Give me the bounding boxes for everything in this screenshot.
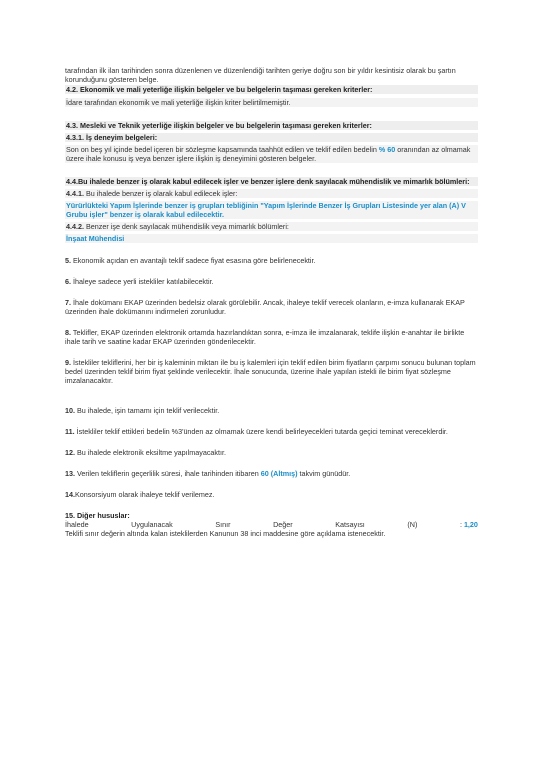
- section-4-4-1-label: 4.4.1. Bu ihalede benzer iş olarak kabul edilecek işler:: [65, 189, 478, 198]
- item-9: 9. İstekliler tekliflerini, her bir iş kaleminin miktarı ile bu iş kalemleri için teklif edilen birim fiyatların çarpımı sonucu bulunan toplam bedel üzerinden teklif birim fiyat şeklinde verilecektir. İhale sonucunda, üzerine ihale yapılan istekli ile birim fiyat sözleşme imzalanacaktır.: [65, 358, 476, 385]
- document-content: [65, 66, 478, 538]
- item-15-coefficient-row: İhalede Uygulanacak Sınır Değer Katsayısı (N) : 1,20: [65, 520, 478, 529]
- section-4-4-2-value: İnşaat Mühendisi: [65, 234, 478, 243]
- item-11: 11. İstekliler teklif ettikleri bedelin %3'ünden az olmamak üzere kendi belirleyecekleri tutarda geçici teminat vereceklerdir.: [65, 427, 448, 436]
- section-4-2-text: İdare tarafından ekonomik ve mali yeterliğe ilişkin kriter belirtilmemiştir.: [65, 98, 478, 107]
- section-4-3-1-heading: 4.3.1. İş deneyim belgeleri:: [65, 133, 478, 142]
- item-7: 7. İhale dokümanı EKAP üzerinden bedelsiz olarak görülebilir. Ancak, ihaleye teklif verecek olanların, e-imza kullanarak EKAP üzerinden ihale dokümanını indirmeleri zorunludur.: [65, 298, 465, 316]
- item-12: 12. Bu ihalede elektronik eksiltme yapılmayacaktır.: [65, 448, 227, 457]
- item-5: 5. Ekonomik açıdan en avantajlı teklif sadece fiyat esasına göre belirlenecektir.: [65, 256, 316, 265]
- section-4-4-heading: 4.4.Bu ihalede benzer iş olarak kabul edilecek işler ve benzer işlere denk sayılacak mühendislik ve mimarlık bölümleri:: [65, 177, 478, 186]
- item-15-text: Teklifi sınır değerin altında kalan isteklilerden Kanunun 38 inci maddesine göre açıklama istenecektir.: [65, 529, 386, 538]
- section-4-3-heading: 4.3. Mesleki ve Teknik yeterliğe ilişkin belgeler ve bu belgelerin taşıması gereken kriterler:: [65, 121, 478, 130]
- item-6: 6. İhaleye sadece yerli istekliler katılabilecektir.: [65, 277, 214, 286]
- section-4-4-1-value: Yürürlükteki Yapım İşlerinde benzer iş grupları tebliğinin "Yapım İşlerinde Benzer İş Grupları Listesinde yer alan (A) V Grubu işler" benzer iş olarak kabul edilecektir.: [65, 201, 478, 219]
- section-4-3-1-text: Son on beş yıl içinde bedel içeren bir sözleşme kapsamında taahhüt edilen ve teklif edilen bedelin % 60 oranından az olmamak üzere ihale konusu iş veya benzer işlere ilişkin iş deneyimini gösteren belgeler.: [65, 145, 478, 163]
- percentage-value: % 60: [378, 145, 396, 154]
- item-8: 8. Teklifler, EKAP üzerinden elektronik ortamda hazırlandıktan sonra, e-imza ile imzalanarak, teklife ilişkin e-anahtar ile birlikte ihale tarih ve saatine kadar EKAP üzerinden gönderilecektir.: [65, 328, 465, 346]
- item-10: 10. Bu ihalede, işin tamamı için teklif verilecektir.: [65, 406, 220, 415]
- section-4-2-heading: 4.2. Ekonomik ve mali yeterliğe ilişkin belgeler ve bu belgelerin taşıması gereken kriterler:: [65, 85, 478, 94]
- coefficient-value: : 1,20: [459, 520, 478, 529]
- item-13: 13. Verilen tekliflerin geçerlilik süresi, ihale tarihinden itibaren 60 (Altmış) takvim günüdür.: [65, 469, 351, 478]
- item-14: 14.Konsorsiyum olarak ihaleye teklif verilemez.: [65, 490, 215, 499]
- validity-period-value: 60 (Altmış): [260, 469, 298, 478]
- intro-text: tarafından ilk ilan tarihinden sonra düzenlenen ve düzenlendiği tarihten geriye doğru son bir yıldır kesintisiz olarak bu şartın korunduğunu gösteren belge.: [65, 66, 456, 84]
- section-4-4-2-label: 4.4.2. Benzer işe denk sayılacak mühendislik veya mimarlık bölümleri:: [65, 222, 478, 231]
- item-15-heading: 15. Diğer hususlar:: [65, 511, 130, 520]
